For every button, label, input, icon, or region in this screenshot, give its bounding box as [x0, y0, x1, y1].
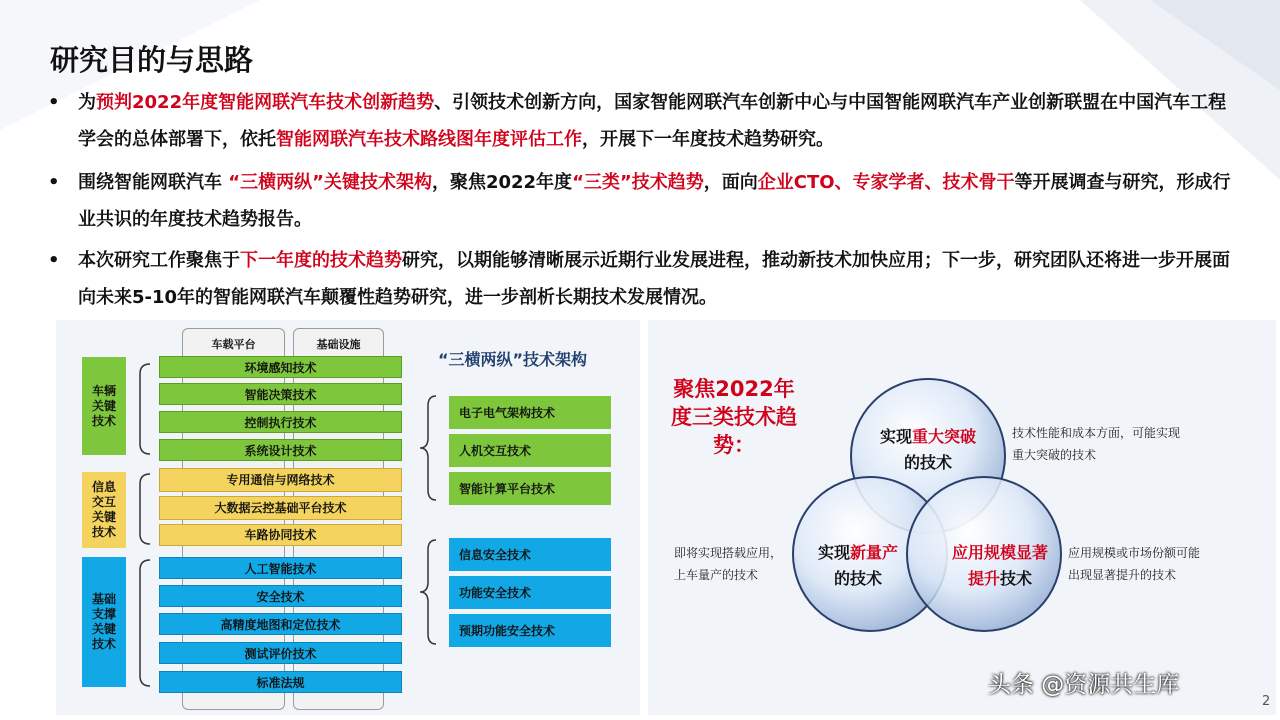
bullet-3: [48, 242, 1238, 322]
bullet-text: [78, 242, 1238, 316]
text-run: 实现: [817, 543, 850, 562]
highlight-run: “三类”技术趋势: [572, 172, 704, 193]
right-brackets: [412, 390, 446, 652]
venn-label-right: [950, 540, 1050, 592]
blue-item: 高精度地图和定位技术: [159, 613, 402, 635]
blue-item: 标准法规: [159, 671, 402, 693]
yellow-item: 车路协同技术: [159, 524, 402, 546]
bullet-marker: •: [48, 250, 60, 271]
venn-heading: 聚焦2022年度三类技术趋势：: [671, 377, 797, 457]
right-green-item: 智能计算平台技术: [449, 472, 611, 505]
text-run: ，面向: [703, 172, 758, 193]
text-run: 、引领技术创新方向，国家智能网联汽车创新中心与中国智能网联汽车产业创新联盟在中国汽车工程学会的总体部署下，依托: [78, 92, 1227, 150]
right-blue-item: 功能安全技术: [449, 576, 611, 609]
right-blue-item: 信息安全技术: [449, 538, 611, 571]
text-run: ，开展下一年度技术趋势研究。: [582, 129, 834, 150]
note-right: 应用规模或市场份额可能出现显著提升的技术: [1068, 546, 1201, 582]
highlight-run: 企业CTO、专家学者、技术骨干: [757, 172, 1015, 193]
blue-item: 安全技术: [159, 585, 402, 607]
watermark: 头条 @资源共生库: [988, 672, 1180, 698]
text-run: 实现: [879, 427, 912, 446]
text-run: 等开展调查与研究，形成行业共识的年度技术趋势报告。: [78, 172, 1231, 230]
highlight-run: 应用规模显著提升: [951, 543, 1048, 588]
yellow-item: 大数据云控基础平台技术: [159, 496, 402, 520]
text-run: 为: [78, 92, 96, 113]
note-left: 即将实现搭载应用，上车量产的技术: [674, 546, 783, 582]
venn-label-top: [862, 424, 994, 476]
pillar-label: 基础设施: [316, 338, 361, 351]
highlight-run: “三横两纵”关键技术架构: [228, 172, 432, 193]
side-label-vehicle: 车辆 关键 技术: [82, 357, 126, 455]
green-item: 环境感知技术: [159, 356, 402, 378]
bullet-1: [48, 84, 1238, 164]
text-run: 技术: [1000, 569, 1033, 588]
highlight-run: 新量产: [850, 543, 899, 562]
highlight-run: 智能网联汽车技术路线图年度评估工作: [276, 129, 582, 150]
right-green-item: 电子电气架构技术: [449, 396, 611, 429]
blue-item: 测试评价技术: [159, 642, 402, 664]
text-run: 的技术: [833, 569, 882, 588]
text-run: 本次研究工作聚焦于: [78, 250, 240, 271]
highlight-run: 重大突破: [912, 427, 977, 446]
bullet-text: [78, 84, 1238, 158]
green-item: 智能决策技术: [159, 383, 402, 405]
side-label-info: 信息 交互 关键 技术: [82, 472, 126, 548]
bullet-text: [78, 164, 1238, 238]
highlight-run: 预判2022年度智能网联汽车技术创新趋势: [96, 92, 435, 113]
bullet-marker: •: [48, 92, 60, 113]
text-run: 的技术: [903, 453, 952, 472]
page-title: 研究目的与思路: [50, 43, 254, 77]
architecture-title: “三横两纵”技术架构: [438, 350, 588, 369]
text-run: 研究，以期能够清晰展示近期行业发展进程，推动新技术加快应用；下一步，研究团队还将进一步开展面向未来5-10年的智能网联汽车颠覆性趋势研究，进一步剖析长期技术发展情况。: [78, 250, 1230, 308]
bullet-marker: •: [48, 172, 60, 193]
venn-label-left: [800, 540, 916, 592]
side-label-support: 基础 支撑 关键 技术: [82, 557, 126, 687]
note-top: 技术性能和成本方面，可能实现重大突破的技术: [1012, 426, 1181, 462]
text-run: 围绕智能网联汽车: [78, 172, 229, 193]
highlight-run: 下一年度的技术趋势: [240, 250, 402, 271]
right-blue-item: 预期功能安全技术: [449, 614, 611, 647]
pillar-label: 车载平台: [211, 338, 256, 351]
text-run: ，聚焦2022年度: [431, 172, 573, 193]
bullet-2: [48, 164, 1238, 244]
green-item: 系统设计技术: [159, 439, 402, 461]
yellow-item: 专用通信与网络技术: [159, 468, 402, 492]
right-green-item: 人机交互技术: [449, 434, 611, 467]
page-number: 2: [1262, 694, 1271, 709]
blue-item: 人工智能技术: [159, 557, 402, 579]
green-item: 控制执行技术: [159, 411, 402, 433]
